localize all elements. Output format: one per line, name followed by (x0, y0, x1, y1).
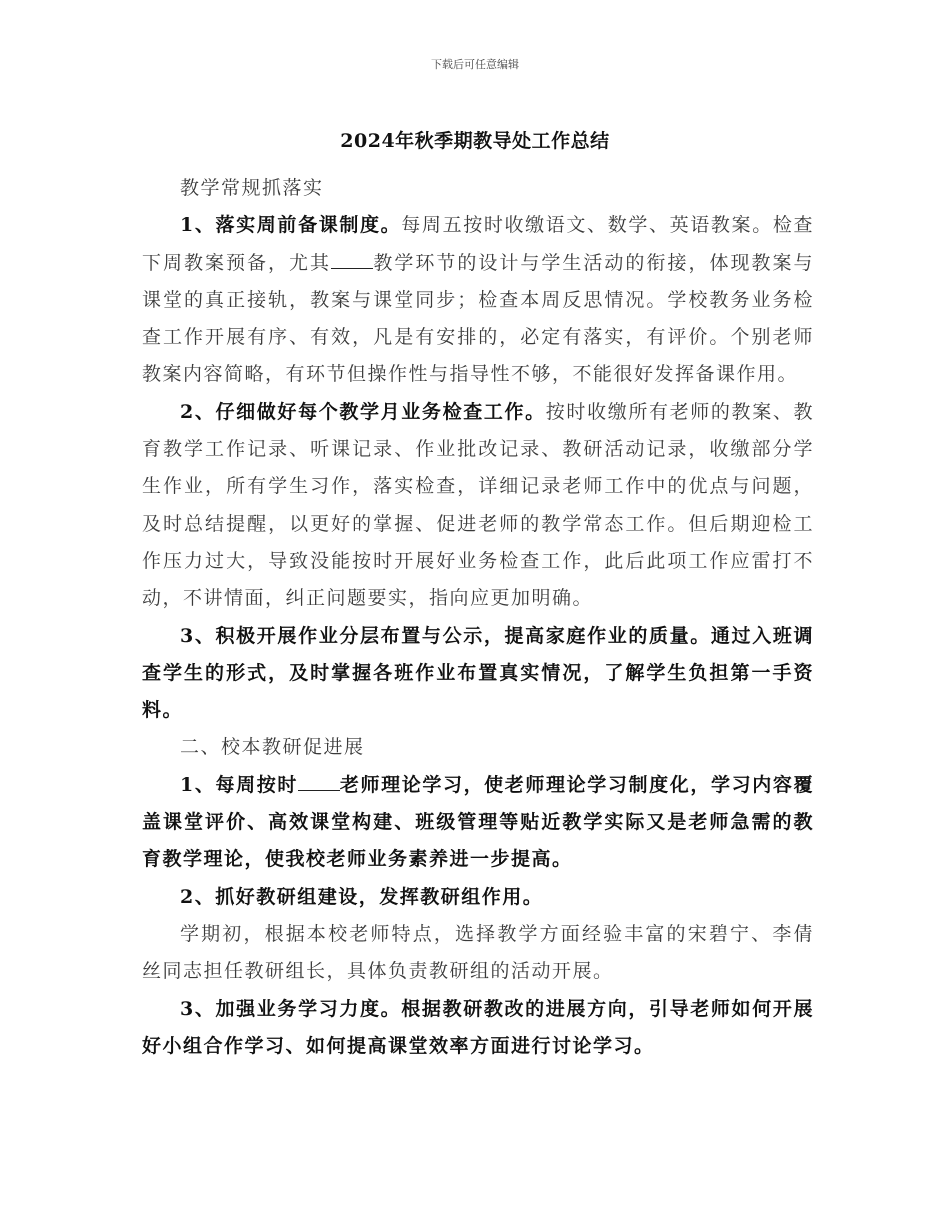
fill-in-blank (331, 251, 373, 269)
section-heading-teaching-routine: 教学常规抓落实 (180, 177, 324, 199)
page-header-note: 下载后可任意编辑 (431, 58, 519, 71)
document-body (142, 170, 814, 1065)
paragraph-lead: 1、落实周前备课制度。 (180, 214, 402, 237)
paragraph-research-group: 2、抓好教研组建设，发挥教研组作用。 (180, 885, 544, 908)
paragraph-text: 1、每周按时 (180, 773, 298, 796)
paragraph-group-leaders: 学期初，根据本校老师特点，选择教学方面经验丰富的宋碧宁、李倩丝同志担任教研组长，具体负责教研组的活动开展。 (142, 922, 814, 983)
paragraph-text: 每周五按时收缴语文、数学、英语教案。检查下周教案预备，尤其 (142, 214, 814, 274)
paragraph-text: 老师理论学习，使老师理论学习制度化，学习内容覆盖课堂评价、高效课堂构建、班级管理等贴近教学实际又是老师急需的教育教学理论，使我校老师业务素养进一步提高。 (142, 773, 814, 871)
paragraph-lead: 2、仔细做好每个教学月业务检查工作。 (180, 400, 546, 423)
section-heading-school-research: 二、校本教研促进展 (180, 736, 365, 759)
document-title: 2024年秋季期教导处工作总结 (340, 130, 610, 152)
paragraph-monthly-inspection (142, 394, 814, 618)
paragraph-homework-layering: 3、积极开展作业分层布置与公示，提高家庭作业的质量。通过入班调查学生的形式，及时掌握各班作业布置真实情况，了解学生负担第一手资料。 (142, 624, 814, 722)
fill-in-blank (298, 773, 340, 791)
paragraph-text: 教学环节的设计与学生活动的衔接，体现教案与课堂的真正接轨，教案与课堂同步；检查本周反思情况。学校教务业务检查工作开展有序、有效，凡是有安排的，必定有落实，有评价。个别老师教案内容简略，有环节但操作性与指导性不够，不能很好发挥备课作用。 (142, 251, 814, 386)
paragraph-theory-study (142, 767, 814, 879)
paragraph-lesson-preparation (142, 207, 814, 393)
paragraph-text: 按时收缴所有老师的教案、教育教学工作记录、听课记录、作业批改记录、教研活动记录，收缴部分学生作业，所有学生习作，落实检查，详细记录老师工作中的优点与问题，及时总结提醒，以更好的掌握、促进老师的教学常态工作。但后期迎检工作压力过大，导致没能按时开展好业务检查工作，此后此项工作应雷打不动，不讲情面，纠正问题要实，指向应更加明确。 (142, 400, 814, 610)
paragraph-business-study: 3、加强业务学习力度。根据教研教改的进展方向，引导老师如何开展好小组合作学习、如何提高课堂效率方面进行讨论学习。 (142, 997, 814, 1057)
